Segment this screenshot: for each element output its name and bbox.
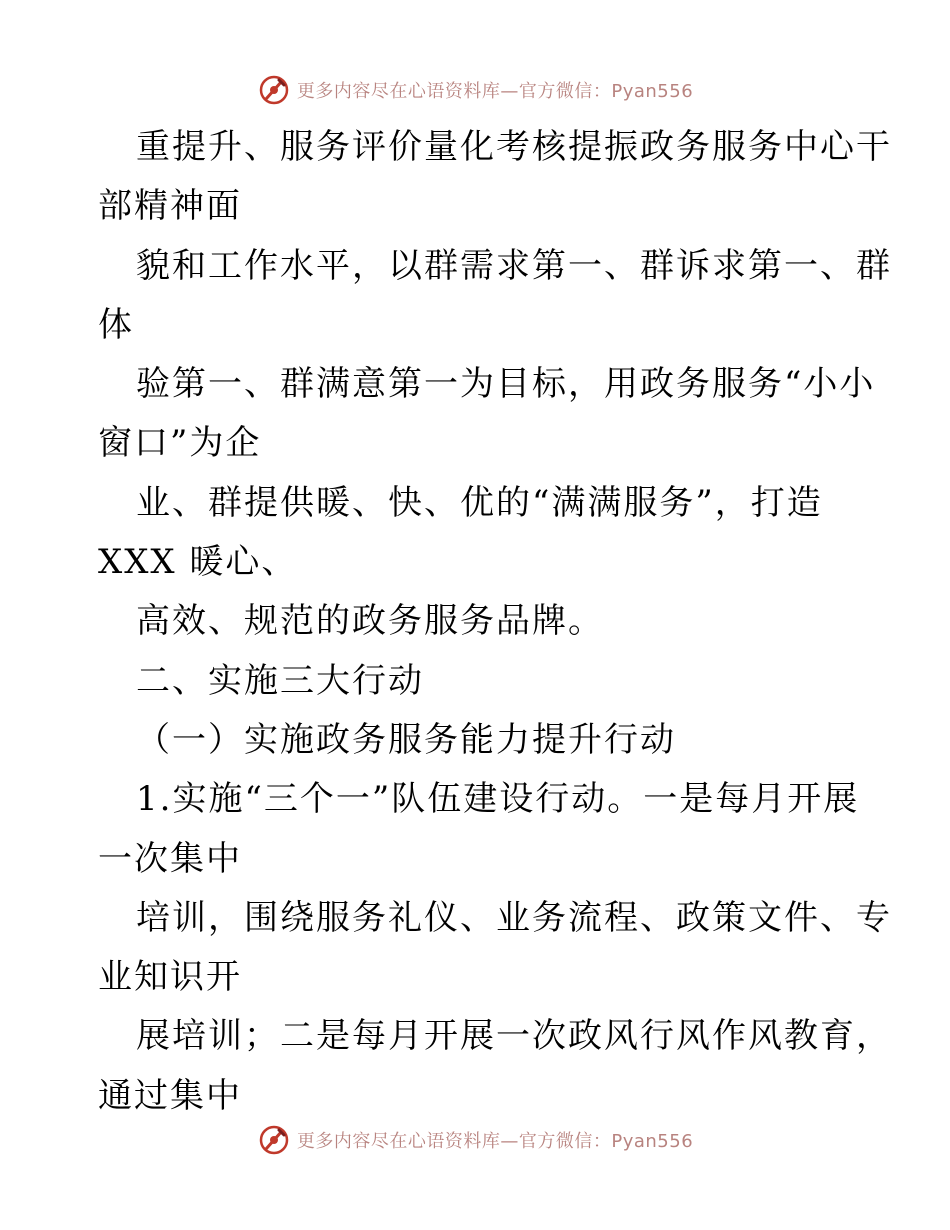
header-banner-text: 更多内容尽在心语资料库—官方微信：Pyan556 — [296, 81, 694, 102]
text-line: （一）实施政务服务能力提升行动 — [136, 719, 676, 760]
text-line: 业知识开 — [98, 957, 242, 998]
text-line: 体 — [98, 304, 134, 345]
text-line: 高效、规范的政务服务品牌。 — [136, 601, 604, 642]
text-line: 展培训；二是每月开展一次政风行风作风教育， — [136, 1016, 892, 1057]
footer-banner-text: 更多内容尽在心语资料库—官方微信：Pyan556 — [296, 1131, 694, 1152]
document-body — [98, 118, 892, 1126]
text-line: 貌和工作水平，以群需求第一、群诉求第一、群 — [136, 245, 892, 286]
text-line: 一次集中 — [98, 838, 242, 879]
text-line: XXX 暖心、 — [98, 542, 298, 583]
footer-banner — [0, 1120, 950, 1160]
pen-seal-icon — [257, 1123, 291, 1157]
text-line: 通过集中 — [98, 1075, 242, 1116]
text-line: 二、实施三大行动 — [136, 660, 424, 701]
header-banner — [0, 70, 950, 110]
text-line: 1.实施“三个一”队伍建设行动。一是每月开展 — [136, 779, 860, 820]
text-line: 验第一、群满意第一为目标，用政务服务“小小 — [136, 364, 876, 405]
text-line: 业、群提供暖、快、优的“满满服务”，打造 — [136, 482, 823, 523]
pen-seal-icon — [257, 73, 291, 107]
text-line: 重提升、服务评价量化考核提振政务服务中心干 — [136, 127, 892, 167]
text-line: 培训，围绕服务礼仪、业务流程、政策文件、专 — [136, 897, 892, 938]
text-line: 部精神面 — [98, 186, 242, 227]
text-line: 窗口”为企 — [98, 423, 262, 464]
